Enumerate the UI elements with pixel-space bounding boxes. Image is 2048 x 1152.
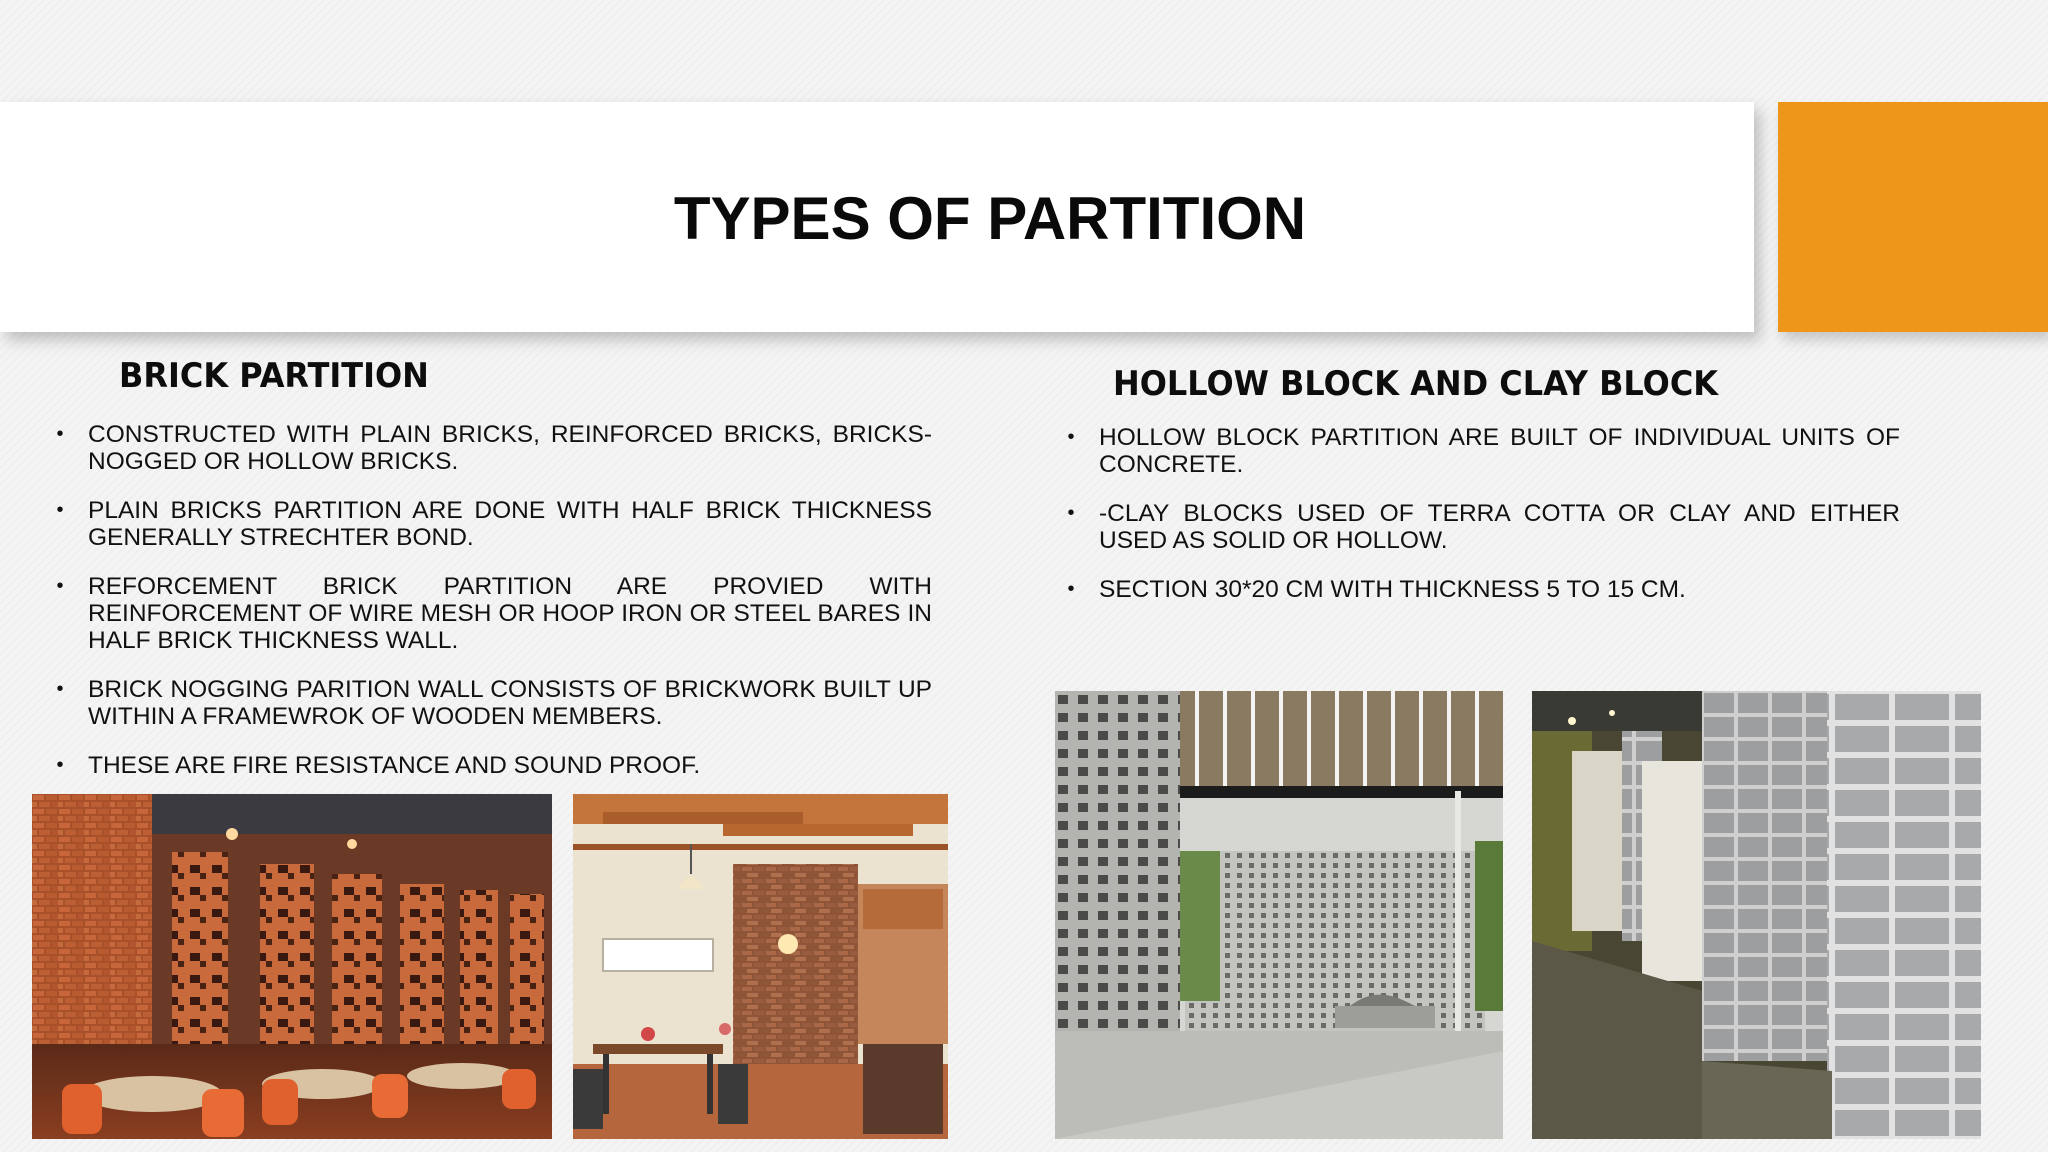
accent-block — [1778, 102, 2048, 332]
pavilion-hollow-block-photo — [1055, 691, 1503, 1139]
brick-partition-heading: BRICK PARTITION — [119, 356, 429, 396]
brick-partition-bullets — [50, 421, 932, 779]
bullet-text: REFORCEMENT BRICK PARTITION ARE PROVIED WITH REINFORCEMENT OF WIRE MESH OR HOOP IRON OR STEEL BARES IN HALF BRICK THICKNESS WALL. — [88, 573, 932, 654]
bullet-icon: • — [56, 678, 64, 700]
bullet-text: CONSTRUCTED WITH PLAIN BRICKS, REINFORCED BRICKS, BRICKS- NOGGED OR HOLLOW BRICKS. — [88, 421, 932, 475]
list-item — [50, 421, 932, 475]
hollow-block-bullets — [1061, 424, 1900, 603]
list-item — [1061, 576, 1900, 603]
list-item — [50, 573, 932, 654]
list-item — [1061, 500, 1900, 554]
dining-room-brick-wall-photo — [573, 794, 948, 1139]
corridor-concrete-block-photo — [1532, 691, 1981, 1139]
restaurant-brick-screen-photo — [32, 794, 552, 1139]
slide-title: TYPES OF PARTITION — [673, 184, 1307, 252]
bullet-text: PLAIN BRICKS PARTITION ARE DONE WITH HALF BRICK THICKNESS GENERALLY STRECHTER BOND. — [88, 497, 932, 551]
bullet-text: BRICK NOGGING PARITION WALL CONSISTS OF BRICKWORK BUILT UP WITHIN A FRAMEWROK OF WOODEN MEMBERS. — [88, 676, 932, 730]
bullet-icon: • — [56, 754, 64, 776]
hollow-block-heading: HOLLOW BLOCK AND CLAY BLOCK — [1113, 364, 1719, 404]
bullet-text: -CLAY BLOCKS USED OF TERRA COTTA OR CLAY AND EITHER USED AS SOLID OR HOLLOW. — [1099, 500, 1900, 554]
bullet-icon: • — [56, 499, 64, 521]
bullet-text: THESE ARE FIRE RESISTANCE AND SOUND PROOF. — [88, 752, 701, 779]
bullet-icon: • — [1067, 426, 1075, 448]
list-item — [50, 676, 932, 730]
bullet-icon: • — [1067, 502, 1075, 524]
bullet-text: HOLLOW BLOCK PARTITION ARE BUILT OF INDIVIDUAL UNITS OF CONCRETE. — [1099, 424, 1900, 478]
bullet-icon: • — [1067, 578, 1075, 600]
list-item — [1061, 424, 1900, 478]
bullet-icon: • — [56, 423, 64, 445]
list-item — [50, 497, 932, 551]
bullet-text: SECTION 30*20 CM WITH THICKNESS 5 TO 15 CM. — [1099, 576, 1686, 603]
list-item — [50, 752, 932, 779]
title-band — [0, 102, 1754, 332]
bullet-icon: • — [56, 575, 64, 597]
